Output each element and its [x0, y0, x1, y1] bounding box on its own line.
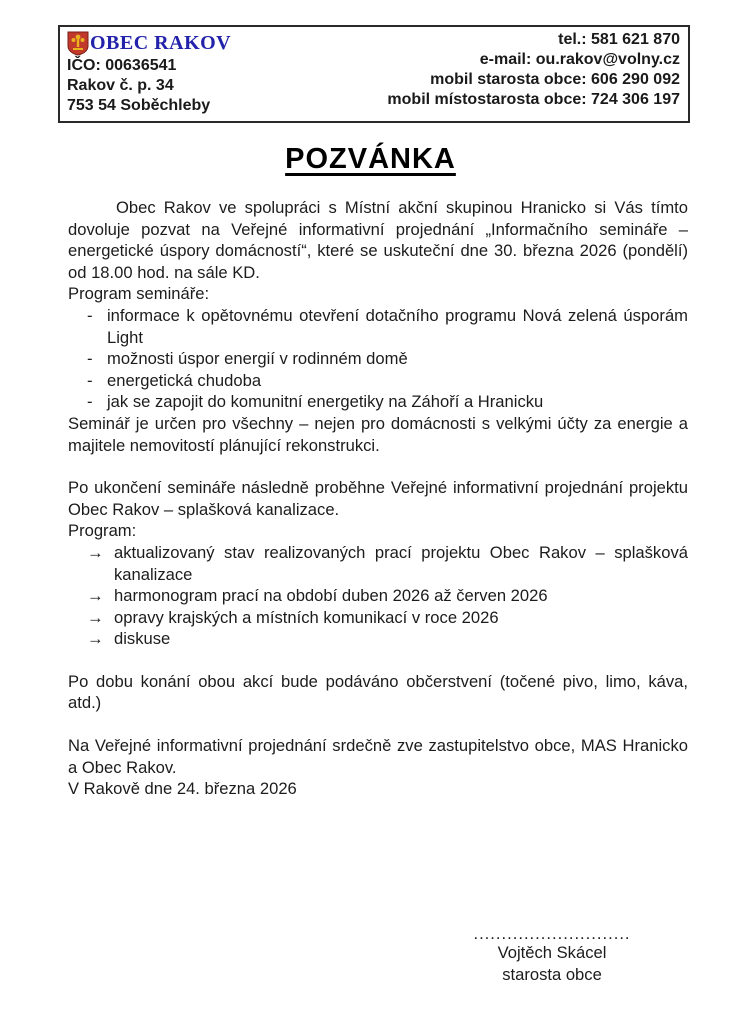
dash-bullet: -	[87, 370, 93, 390]
org-row	[67, 30, 231, 56]
project-program-label: Program:	[68, 521, 137, 541]
list-item: → opravy krajských a místních komunikací v roce 2026	[87, 607, 499, 627]
letterhead	[58, 25, 690, 123]
signature-line: ............................	[473, 924, 631, 943]
list-item: → aktualizovaný stav realizovaných prací projektu Obec Rakov – splašková kanalizace	[87, 542, 688, 584]
signatory-name: Vojtěch Skácel	[497, 943, 607, 962]
deputy-mayor-mobile: mobil místostarosta obce: 724 306 197	[387, 91, 680, 108]
list-item: → diskuse	[87, 629, 171, 649]
list-item: → harmonogram prací na období duben 2026 až červen 2026	[87, 586, 548, 606]
closing-paragraph: Na Veřejné informativní projednání srdečně zve zastupitelstvo obce, MAS Hranicko a Obec Rakov.	[68, 736, 688, 777]
page-title: POZVÁNKA	[285, 143, 456, 175]
org-address-city: 753 54 Soběchleby	[67, 97, 211, 114]
email-address: e-mail: ou.rakov@volny.cz	[479, 51, 680, 68]
signatory-role: starosta obce	[502, 965, 602, 984]
phone-number: tel.: 581 621 870	[558, 31, 680, 48]
letterhead-right	[387, 30, 680, 116]
signature-block	[462, 926, 642, 986]
refreshments-paragraph: Po dobu konání obou akcí bude podáváno občerstvení (točené pivo, limo, káva, atd.)	[68, 671, 688, 713]
list-item: - jak se zapojit do komunitní energetiky na Záhoří a Hranicku	[87, 392, 544, 412]
intro-paragraph: Obec Rakov ve spolupráci s Místní akční skupinou Hranicko si Vás tímto dovoluje pozvat na Veřejné informativní projednání „Informačního semináře – energetické úspory domácností“, které se uskuteční dne 30. března 2026 (pondělí) od 18.00 hod. na sále KD.	[68, 198, 688, 282]
list-item: - možnosti úspor energií v rodinném domě	[87, 349, 408, 369]
second-intro-paragraph: Po ukončení semináře následně proběhne Veřejné informativní projednání projektu Obec Rakov – splašková kanalizace.	[68, 478, 688, 519]
seminar-program-label: Program semináře:	[68, 284, 210, 304]
arrow-bullet: →	[87, 629, 104, 649]
document-body	[68, 197, 688, 800]
list-item: - energetická chudoba	[87, 370, 262, 390]
mayor-mobile: mobil starosta obce: 606 290 092	[430, 71, 680, 88]
title-wrap	[0, 143, 741, 176]
org-name: OBEC RAKOV	[90, 32, 232, 54]
list-item: - informace k opětovnému otevření dotačního programu Nová zelená úsporám Light	[87, 305, 688, 347]
arrow-bullet: →	[87, 586, 104, 606]
arrow-bullet: →	[87, 542, 104, 562]
dash-bullet: -	[87, 392, 93, 412]
date-line: V Rakově dne 24. března 2026	[68, 779, 297, 799]
seminar-note: Seminář je určen pro všechny – nejen pro domácnosti s velkými účty za energie a majitele nemovitostí plánující rekonstrukci.	[68, 413, 688, 455]
dash-bullet: -	[87, 305, 93, 325]
org-ico: IČO: 00636541	[67, 57, 177, 74]
arrow-bullet: →	[87, 607, 104, 627]
org-address-street: Rakov č. p. 34	[67, 77, 174, 94]
dash-bullet: -	[87, 349, 93, 369]
coat-of-arms-icon	[67, 31, 89, 56]
letterhead-left	[67, 30, 231, 116]
